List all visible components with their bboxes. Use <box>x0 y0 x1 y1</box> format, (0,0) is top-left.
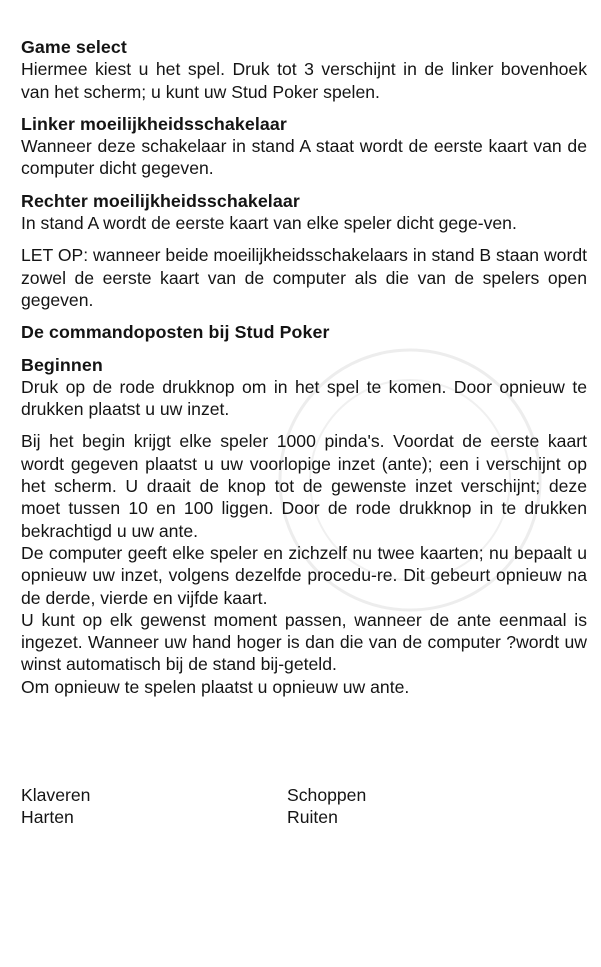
commands-paragraph-ante: Bij het begin krijgt elke speler 1000 pinda's. Voordat de eerste kaart wordt gegeven plaatst u uw voorlopige inzet (ante); een i verschijnt op het scherm. U draait de knop tot de gewenste inzet verschijnt; deze moet tussen 10 en 100 liggen. Door de rode drukknop in te drukken bekrachtigd u uw ante. <box>21 431 587 541</box>
suit-row <box>21 784 581 806</box>
suit-label: Ruiten <box>287 807 338 827</box>
commands-paragraph-replay: Om opnieuw te spelen plaatst u opnieuw uw ante. <box>21 676 410 697</box>
suit-label: Schoppen <box>287 785 367 805</box>
section-body-right-switch: In stand A wordt de eerste kaart van elke speler dicht gege-ven. <box>21 213 517 234</box>
section-heading-right-switch: Rechter moeilijkheidsschakelaar <box>21 190 300 211</box>
suit-label: Harten <box>21 807 74 827</box>
commands-title: De commandoposten bij Stud Poker <box>21 322 330 343</box>
commands-paragraph-pass: U kunt op elk gewenst moment passen, wanneer de ante eenmaal is ingezet. Wanneer uw hand hoger is dan die van de computer ?wordt uw winst automatisch bij de stand bij-geteld. <box>21 609 587 675</box>
suit-label: Klaveren <box>21 785 91 805</box>
section-body-game-select: Hiermee kiest u het spel. Druk tot 3 verschijnt in de linker bovenhoek van het scherm; u kunt uw Stud Poker spelen. <box>21 59 587 102</box>
note-paragraph: LET OP: wanneer beide moeilijkheidsschakelaars in stand B staan wordt zowel de eerste kaart van de computer als die van de spelers open gegeven. <box>21 245 587 310</box>
section-heading-game-select: Game select <box>21 37 127 57</box>
commands-subheading: Beginnen <box>21 354 103 375</box>
manual-page <box>21 36 587 698</box>
commands-paragraph-cards: De computer geeft elke speler en zichzelf nu twee kaarten; nu bepaalt u opnieuw uw inzet, volgens dezelfde procedu-re. Dit gebeurt opnieuw na de derde, vierde en vijfde kaart. <box>21 542 587 608</box>
commands-paragraph-start: Druk op de rode drukknop om in het spel te komen. Door opnieuw te drukken plaatst u uw inzet. <box>21 376 587 420</box>
suit-row <box>21 806 581 828</box>
section-heading-left-switch: Linker moeilijkheidsschakelaar <box>21 113 287 134</box>
section-body-left-switch: Wanneer deze schakelaar in stand A staat wordt de eerste kaart van de computer dicht gegeven. <box>21 136 587 179</box>
